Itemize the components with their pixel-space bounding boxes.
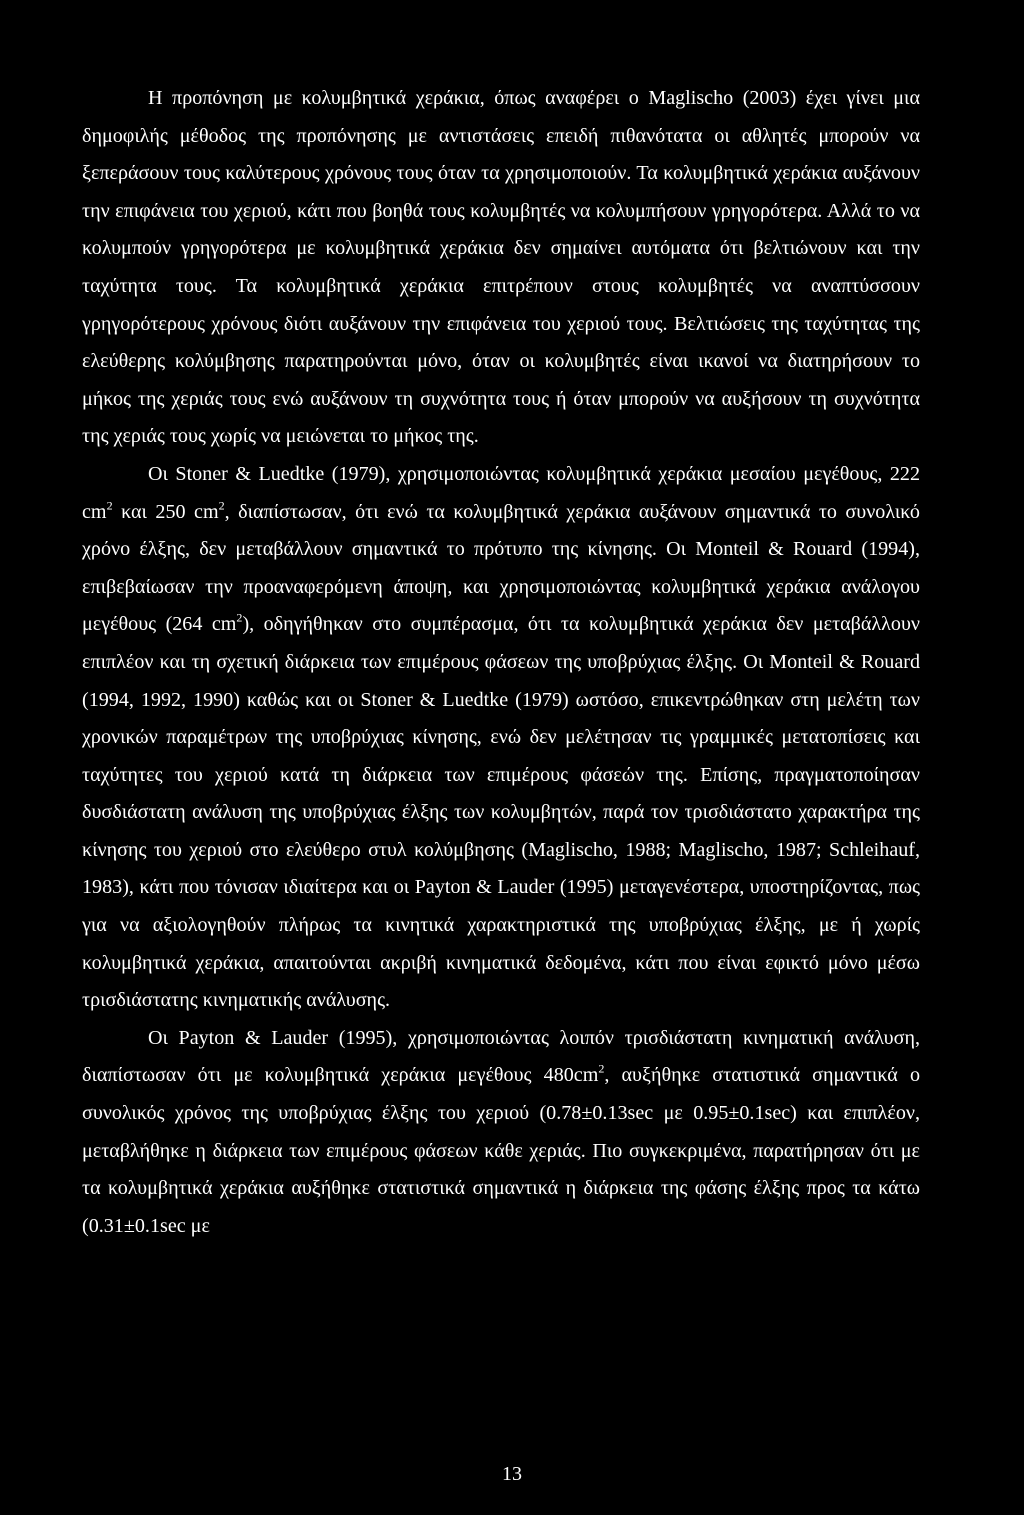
paragraph-2-text-c: , διαπίστωσαν, ότι ενώ τα κολυμβητικά χεράκια αυξάνουν σημαντικά το συνολικό χρόνο έλξης, δεν μεταβάλλουν σημαντικά το πρότυπο της κίνησης. Οι Monteil & Rouard (1994), επιβεβαίωσαν την προαναφερόμενη άποψη, και χρησιμοποιώντας κολυμβητικά χεράκια ανάλογου μεγέθους (264 cm xyxy=(82,500,920,636)
paragraph-2 xyxy=(82,456,920,1020)
paragraph-1-text: Η προπόνηση με κολυμβητικά χεράκια, όπως αναφέρει ο Maglischo (2003) έχει γίνει μια δημοφιλής μέθοδος της προπόνησης με αντιστάσεις επειδή πιθανότατα οι αθλητές μπορούν να ξεπεράσουν τους καλύτερους χρόνους τους όταν τα χρησιμοποιούν. Τα κολυμβητικά χεράκια αυξάνουν την επιφάνεια του χεριού, κάτι που βοηθά τους κολυμβητές να κολυμπήσουν γρηγορότερα. Αλλά το να κολυμπούν γρηγορότερα με κολυμβητικά χεράκια δεν σημαίνει αυτόματα ότι βελτιώνουν και την ταχύτητα τους. Τα κολυμβητικά χεράκια επιτρέπουν στους κολυμβητές να αναπτύσσουν γρηγορότερους χρόνους διότι αυξάνουν την επιφάνεια του χεριού τους. Βελτιώσεις της ταχύτητας της ελεύθερης κολύμβησης παρατηρούνται μόνο, όταν οι κολυμβητές είναι ικανοί να διατηρήσουν το μήκος της χεριάς τους ενώ αυξάνουν τη συχνότητα τους ή όταν μπορούν να αυξήσουν τη συχνότητα της χεριάς τους χωρίς να μειώνεται το μήκος της. xyxy=(82,87,920,448)
page-number: 13 xyxy=(502,1463,522,1485)
paragraph-2-text-a: Οι Stoner & Luedtke (1979), χρησιμοποιώντας κολυμβητικά χεράκια μεσαίου μεγέθους, 222 cm xyxy=(82,462,920,523)
superscript: 2 xyxy=(218,498,225,513)
paragraph-2-text-d: ), οδηγήθηκαν στο συμπέρασμα, ότι τα κολυμβητικά χεράκια δεν μεταβάλλουν επιπλέον και τη σχετική διάρκεια των επιμέρους φάσεων της υποβρύχιας έλξης. Οι Monteil & Rouard (1994, 1992, 1990) καθώς και οι Stoner & Luedtke (1979) ωστόσο, επικεντρώθηκαν στη μελέτη των χρονικών παραμέτρων της υποβρύχιας κίνησης, ενώ δεν μελέτησαν τις γραμμικές μετατοπίσεις και ταχύτητες του χεριού κατά τη διάρκεια των επιμέρους φάσεών της. Επίσης, πραγματοποίησαν δυσδιάστατη ανάλυση της υποβρύχιας έλξης των κολυμβητών, παρά τον τρισδιάστατο χαρακτήρα της κίνησης του χεριού στο ελεύθερο στυλ κολύμβησης (Maglischo, 1988; Maglischo, 1987; Schleihauf, 1983), κάτι που τόνισαν ιδιαίτερα και οι Payton & Lauder (1995) μεταγενέστερα, υποστηρίζοντας, πως για να αξιολογηθούν πλήρως τα κινητικά χαρακτηριστικά της υποβρύχιας έλξης, με ή χωρίς κολυμβητικά χεράκια, απαιτούνται ακριβή κινηματικά δεδομένα, κάτι που είναι εφικτό μόνο μέσω τρισδιάστατης κινηματικής ανάλυσης. xyxy=(82,613,920,1012)
document-page xyxy=(82,80,920,1480)
superscript: 2 xyxy=(236,610,243,625)
paragraph-3 xyxy=(82,1020,920,1246)
paragraph-2-text-b: και 250 cm xyxy=(112,500,219,523)
paragraph-3-text-b: , αυξήθηκε στατιστικά σημαντικά ο συνολικός χρόνος της υποβρύχιας έλξης του χεριού (0.78±0.13sec με 0.95±0.1sec) και επιπλέον, μεταβλήθηκε η διάρκεια των επιμέρους φάσεων κάθε χεριάς. Πιο συγκεκριμένα, παρατήρησαν ότι με τα κολυμβητικά χεράκια αυξήθηκε στατιστικά σημαντικά η διάρκεια της φάσης έλξης προς τα κάτω (0.31±0.1sec με xyxy=(82,1064,920,1237)
paragraph-3-text-a: Οι Payton & Lauder (1995), χρησιμοποιώντας λοιπόν τρισδιάστατη κινηματική ανάλυση, διαπίστωσαν ότι με κολυμβητικά χεράκια μεγέθους 480cm xyxy=(82,1026,920,1087)
paragraph-1 xyxy=(82,80,920,456)
superscript: 2 xyxy=(106,498,113,513)
superscript: 2 xyxy=(598,1062,605,1076)
